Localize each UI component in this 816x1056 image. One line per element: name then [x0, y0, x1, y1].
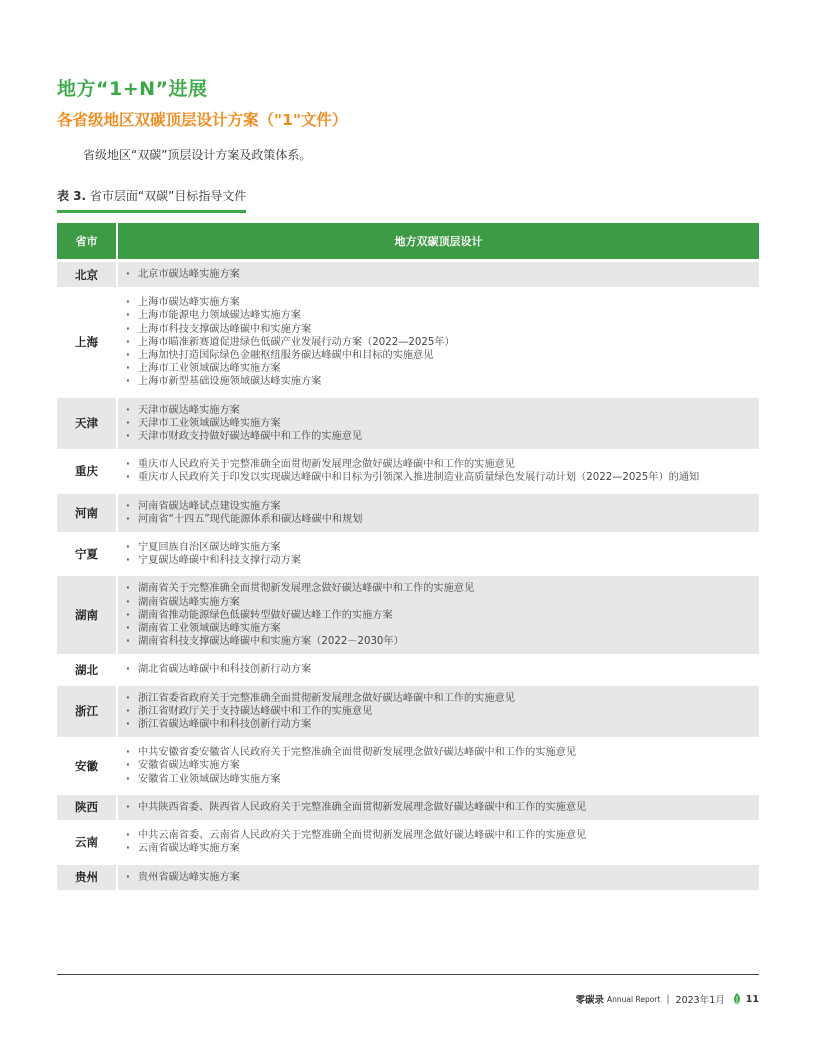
- province-cell: 贵州: [57, 863, 117, 890]
- list-item: · 湖南省科技支撑碳达峰碳中和实施方案（2022－2030年）: [122, 635, 751, 648]
- document-list: [122, 801, 751, 814]
- list-item: · 湖南省推动能源绿色低碳转型做好碳达峰工作的实施方案: [122, 609, 751, 622]
- table-row: [57, 793, 759, 821]
- document-list: [122, 829, 751, 855]
- documents-cell: [117, 289, 759, 396]
- document-list: [122, 582, 751, 648]
- table-row: [57, 396, 759, 451]
- header-design: 地方双碳顶层设计: [117, 223, 759, 261]
- list-item: · 湖北省碳达峰碳中和科技创新行动方案: [122, 663, 751, 676]
- list-item: · 安徽省工业领域碳达峰实施方案: [122, 773, 751, 786]
- leaf-icon: [733, 993, 741, 1005]
- document-list: [122, 871, 751, 884]
- footer-brand: 零碳录: [575, 995, 604, 1006]
- province-cell: 宁夏: [57, 534, 117, 575]
- footer-date: 2023年1月: [675, 995, 725, 1006]
- table-row: [57, 492, 759, 533]
- list-item: · 上海加快打造国际绿色金融枢纽服务碳达峰碳中和目标的实施意见: [122, 349, 751, 362]
- table-row: [57, 863, 759, 890]
- document-list: [122, 746, 751, 786]
- documents-cell: [117, 534, 759, 575]
- intro-text: 省级地区“双碳”顶层设计方案及政策体系。: [83, 148, 312, 162]
- table-header-row: [57, 223, 759, 261]
- documents-cell: [117, 684, 759, 739]
- table-caption-text: 省市层面“双碳”目标指导文件: [89, 189, 247, 203]
- table-row: [57, 261, 759, 289]
- list-item: · 北京市碳达峰实施方案: [122, 268, 751, 281]
- list-item: · 云南省碳达峰实施方案: [122, 842, 751, 855]
- document-list: [122, 500, 751, 526]
- documents-cell: [117, 739, 759, 794]
- list-item: · 上海市科技支撑碳达峰碳中和实施方案: [122, 323, 751, 336]
- document-list: [122, 404, 751, 444]
- table-row: [57, 575, 759, 656]
- table-row: [57, 451, 759, 492]
- table-caption: [57, 187, 246, 213]
- policy-table: [57, 223, 759, 890]
- table-row: [57, 739, 759, 794]
- documents-cell: [117, 656, 759, 684]
- list-item: · 上海市碳达峰实施方案: [122, 296, 751, 309]
- document-list: [122, 663, 751, 676]
- list-item: · 湖南省工业领域碳达峰实施方案: [122, 622, 751, 635]
- province-cell: 陕西: [57, 793, 117, 821]
- page-title: 地方“1+N”进展: [57, 78, 208, 100]
- list-item: · 中共安徽省委安徽省人民政府关于完整准确全面贯彻新发展理念做好碳达峰碳中和工作的实施意见: [122, 746, 751, 759]
- documents-cell: [117, 492, 759, 533]
- table-row: [57, 822, 759, 863]
- footer-report-label: Annual Report: [607, 994, 661, 1004]
- documents-cell: [117, 822, 759, 863]
- province-cell: 湖北: [57, 656, 117, 684]
- document-list: [122, 692, 751, 732]
- documents-cell: [117, 863, 759, 890]
- list-item: · 河南省“十四五”现代能源体系和碳达峰碳中和规划: [122, 513, 751, 526]
- province-cell: 重庆: [57, 451, 117, 492]
- province-cell: 安徽: [57, 739, 117, 794]
- page-number: 11: [745, 993, 759, 1005]
- header-province: 省市: [57, 223, 117, 261]
- list-item: · 宁夏碳达峰碳中和科技支撑行动方案: [122, 554, 751, 567]
- province-cell: 上海: [57, 289, 117, 396]
- province-cell: 河南: [57, 492, 117, 533]
- documents-cell: [117, 575, 759, 656]
- section-subtitle: 各省级地区双碳顶层设计方案（"1"文件）: [57, 111, 348, 129]
- list-item: · 浙江省财政厅关于支持碳达峰碳中和工作的实施意见: [122, 705, 751, 718]
- province-cell: 天津: [57, 396, 117, 451]
- list-item: · 上海市瞄准新赛道促进绿色低碳产业发展行动方案（2022—2025年）: [122, 336, 751, 349]
- document-list: [122, 296, 751, 388]
- list-item: · 中共云南省委、云南省人民政府关于完整准确全面贯彻新发展理念做好碳达峰碳中和工作的实施意见: [122, 829, 751, 842]
- list-item: · 河南省碳达峰试点建设实施方案: [122, 500, 751, 513]
- list-item: · 上海市能源电力领域碳达峰实施方案: [122, 309, 751, 322]
- footer-divider: [57, 974, 759, 975]
- list-item: · 天津市碳达峰实施方案: [122, 404, 751, 417]
- list-item: · 浙江省碳达峰碳中和科技创新行动方案: [122, 718, 751, 731]
- list-item: · 上海市新型基础设施领域碳达峰实施方案: [122, 375, 751, 388]
- province-cell: 北京: [57, 261, 117, 289]
- table-caption-number: 表 3.: [57, 189, 87, 203]
- list-item: · 贵州省碳达峰实施方案: [122, 871, 751, 884]
- list-item: · 安徽省碳达峰实施方案: [122, 759, 751, 772]
- list-item: · 中共陕西省委、陕西省人民政府关于完整准确全面贯彻新发展理念做好碳达峰碳中和工作的实施意见: [122, 801, 751, 814]
- documents-cell: [117, 396, 759, 451]
- documents-cell: [117, 261, 759, 289]
- province-cell: 浙江: [57, 684, 117, 739]
- list-item: · 重庆市人民政府关于完整准确全面贯彻新发展理念做好碳达峰碳中和工作的实施意见: [122, 458, 751, 471]
- document-list: [122, 458, 751, 484]
- list-item: · 宁夏回族自治区碳达峰实施方案: [122, 541, 751, 554]
- province-cell: 云南: [57, 822, 117, 863]
- table-row: [57, 656, 759, 684]
- document-list: [122, 541, 751, 567]
- table-row: [57, 684, 759, 739]
- province-cell: 湖南: [57, 575, 117, 656]
- document-list: [122, 268, 751, 281]
- list-item: · 天津市工业领域碳达峰实施方案: [122, 417, 751, 430]
- table-row: [57, 289, 759, 396]
- table-row: [57, 534, 759, 575]
- list-item: · 上海市工业领域碳达峰实施方案: [122, 362, 751, 375]
- documents-cell: [117, 451, 759, 492]
- list-item: · 浙江省委省政府关于完整准确全面贯彻新发展理念做好碳达峰碳中和工作的实施意见: [122, 692, 751, 705]
- list-item: · 湖南省碳达峰实施方案: [122, 596, 751, 609]
- footer-separator: |: [666, 993, 670, 1005]
- table-body: [57, 261, 759, 890]
- list-item: · 重庆市人民政府关于印发以实现碳达峰碳中和目标为引领深入推进制造业高质量绿色发展行动计划（2022—2025年）的通知: [122, 471, 751, 484]
- page-footer: [575, 992, 759, 1006]
- documents-cell: [117, 793, 759, 821]
- list-item: · 天津市财政支持做好碳达峰碳中和工作的实施意见: [122, 430, 751, 443]
- list-item: · 湖南省关于完整准确全面贯彻新发展理念做好碳达峰碳中和工作的实施意见: [122, 582, 751, 595]
